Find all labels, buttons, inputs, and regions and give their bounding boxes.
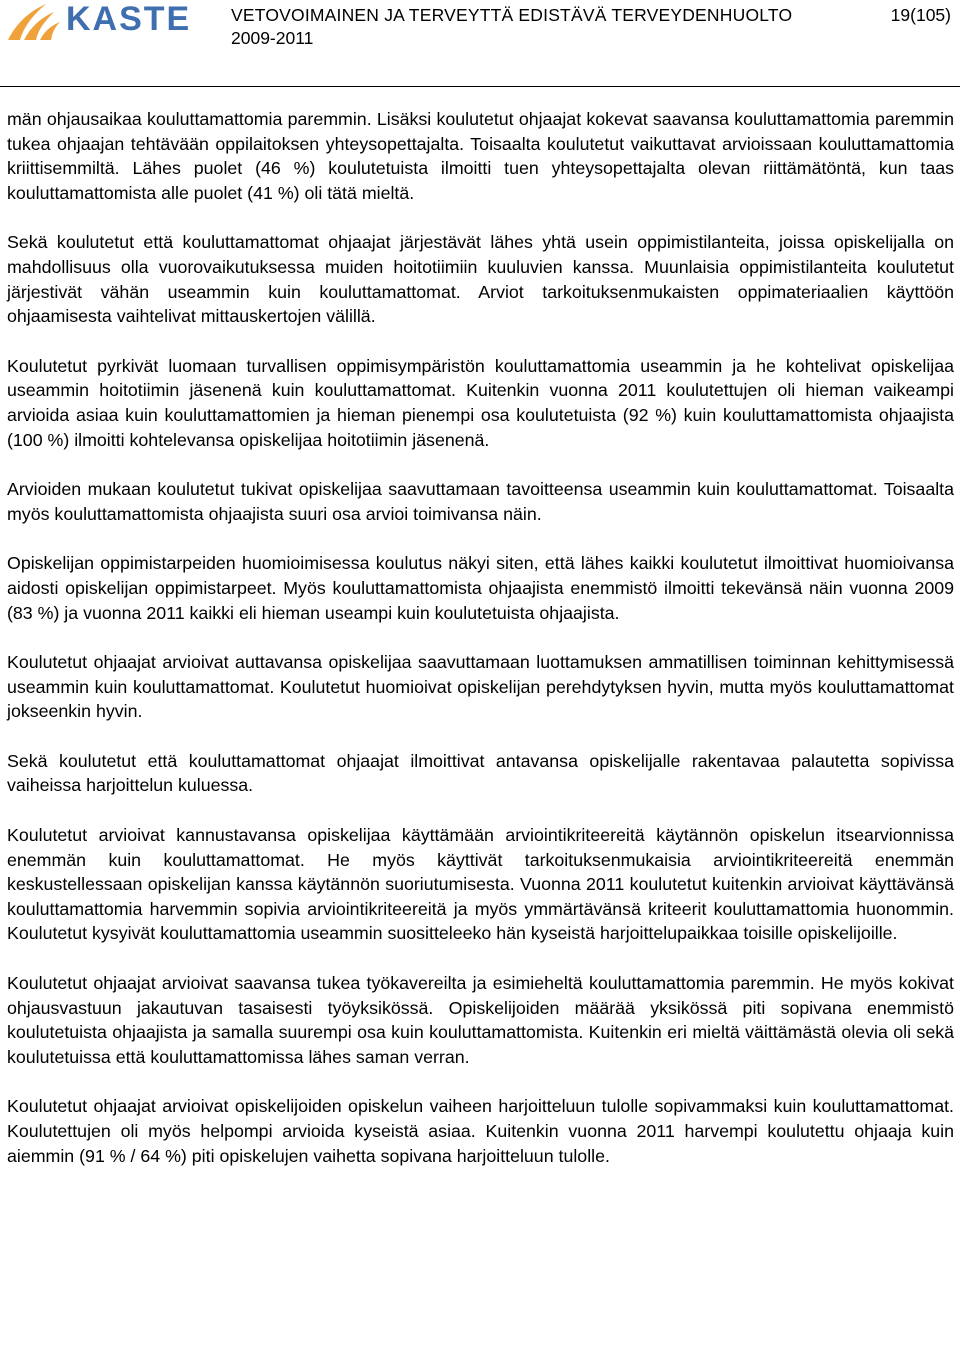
logo-swoosh-icon xyxy=(8,4,60,40)
header-divider xyxy=(0,86,960,87)
logo-text: KASTE xyxy=(66,0,192,38)
header-years: 2009-2011 xyxy=(231,28,314,48)
paragraph: Arvioiden mukaan koulutetut tukivat opiskelijaa saavuttamaan tavoitteensa useammin kuin kouluttamattomat. Toisaalta myös kouluttamattomista ohjaajista suuri osa arvioi toimivansa näin. xyxy=(7,479,954,524)
paragraph: Koulutetut ohjaajat arvioivat opiskelijoiden opiskelun vaiheen harjoitteluun tulolle sopivammaksi kuin kouluttamattomat. Koulutettujen oli myös helpompi arvioida kyseistä asiaa. Kuitenkin vuonna 2011 harvempi koulutettu ohjaaja kuin aiemmin (91 % / 64 %) piti opiskelujen vaihetta sopivana harjoitteluun tulolle. xyxy=(7,1096,954,1166)
paragraph: Koulutetut pyrkivät luomaan turvallisen oppimisympäristön kouluttamattomia useammin ja he kohtelivat opiskelijaa useammin hoitotiimin jäsenenä kuin kouluttamattomat. Kuitenkin vuonna 2011 koulutettujen oli hieman vaikeampi arvioida asiaa kuin kouluttamattomien ja hieman pienempi osa koulutetuista (92 %) kuin kouluttamattomista ohjaajista (100 %) ilmoitti kohtelevansa opiskelijaa hoitotiimin jäsenenä. xyxy=(7,355,954,450)
header-title: VETOVOIMAINEN JA TERVEYTTÄ EDISTÄVÄ TERVEYDENHUOLTO xyxy=(231,5,793,25)
paragraph: Opiskelijan oppimistarpeiden huomioimisessa koulutus näkyi siten, että lähes kaikki koulutetut ilmoittivat huomioivansa aidosti opiskelijan oppimistarpeet. Myös kouluttamattomista ohjaajista enemmistö ilmoitti tekevänsä näin vuonna 2009 (83 %) ja vuonna 2011 kaikki eli hieman useampi kuin koulutetuista ohjaajista. xyxy=(7,553,954,623)
page-header xyxy=(0,0,960,88)
page-number: 19(105) xyxy=(890,5,951,25)
kaste-logo xyxy=(6,0,206,44)
paragraph: Koulutetut ohjaajat arvioivat auttavansa opiskelijaa saavuttamaan luottamuksen ammatillisen toiminnan kehittymisessä useammin kuin kouluttamattomat. Koulutetut huomioivat opiskelijan perehdytyksen hyvin, mutta myös kouluttamattomat jokseenkin hyvin. xyxy=(7,652,954,722)
document-body xyxy=(7,107,954,1193)
paragraph: Koulutetut ohjaajat arvioivat saavansa tukea työkavereilta ja esimieheltä kouluttamattomia paremmin. He myös kokivat ohjausvastuun jakautuvan tasaisesti työyksikössä. Opiskelijoiden määrää yksikössä piti sopivana enemmistö koulutetuista ohjaajista ja samalla suurempi osa kuin kouluttamattomista. Kuitenkin eri mieltä väittämästä olevia oli sekä koulutetuissa että kouluttamattomissa lähes saman verran. xyxy=(7,973,954,1067)
paragraph: Koulutetut arvioivat kannustavansa opiskelijaa käyttämään arviointikriteereitä käytännön opiskelun itsearvionnissa enemmän kuin kouluttamattomat. He myös käyttivät tarkoituksenmukaisia arviointikriteereitä enemmän keskustellessaan opiskelijan kanssa käytännön suoriutumisesta. Vuonna 2011 koulutetut kuitenkin arvioivat käyttävänsä kouluttamattomia harvemmin sopivia arviointikriteereitä ja myös ymmärtävänsä kriteerit kouluttamattomia huonommin. Koulutetut kysyivät kouluttamattomia useammin suositteleeko hän kyseistä harjoittelupaikkaa toisille opiskelijoille. xyxy=(7,825,954,944)
paragraph: män ohjausaikaa kouluttamattomia paremmin. Lisäksi koulutetut ohjaajat kokevat saavansa kouluttamattomia paremmin tukea ohjaajan tehtävään oppilaitoksen yhteysopettajalta. Toisaalta koulutetut vaikuttavat arvioissaan kouluttamattomia kriittisemmiltä. Lähes puolet (46 %) koulutetuista ilmoitti tuen yhteysopettajalta olevan riittämätöntä, kun taas kouluttamattomista alle puolet (41 %) oli tätä mieltä. xyxy=(7,109,954,203)
paragraph: Sekä koulutetut että kouluttamattomat ohjaajat ilmoittivat antavansa opiskelijalle rakentavaa palautetta sopivissa vaiheissa harjoittelun kuluessa. xyxy=(7,750,954,796)
paragraph: Sekä koulutetut että kouluttamattomat ohjaajat järjestävät lähes yhtä usein oppimistilanteita, joissa opiskelijalla on mahdollisuus olla vuorovaikutuksessa muiden hoitotiimiin kuuluvien kanssa. Muunlaisia oppimistilanteita koulutetut järjestivät vähän useammin kuin kouluttamattomat. Arviot tarkoituksenmukaisten oppimateriaalien käyttöön ohjaamisesta vaihtelivat mittauskertojen välillä. xyxy=(7,232,954,327)
